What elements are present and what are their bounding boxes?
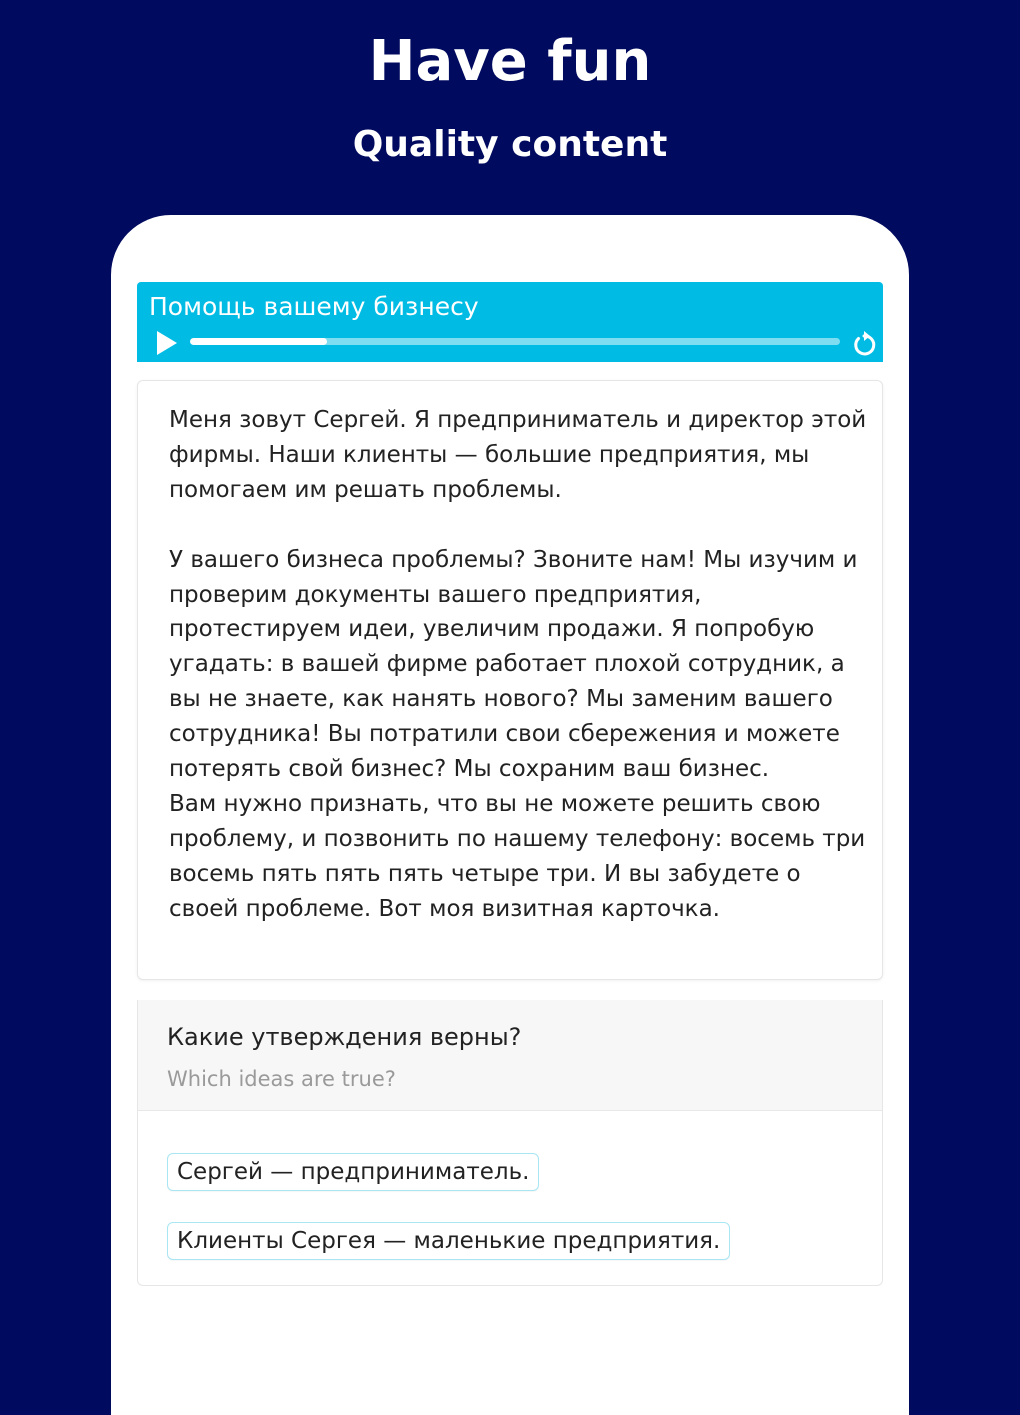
audio-progress-fill — [190, 338, 327, 345]
story-text — [169, 403, 869, 927]
play-icon — [151, 328, 181, 358]
replay-button[interactable] — [849, 328, 879, 358]
promo-title: Have fun — [368, 29, 652, 94]
story-paragraph: Вам нужно признать, что вы не можете решить свою проблему, и позвонить по нашему телефону: восемь три восемь пять пять пять четыре три. И вы забудете о своей проблеме. Вот моя визитная карточка. — [169, 790, 866, 922]
quiz-question-translation: Which ideas are true? — [167, 1067, 396, 1091]
answer-option[interactable]: Клиенты Сергея — маленькие предприятия. — [167, 1222, 730, 1260]
story-text-card — [137, 380, 883, 980]
replay-icon — [849, 328, 879, 358]
audio-progress-bar[interactable] — [190, 338, 840, 345]
quiz-header — [138, 1000, 882, 1111]
story-paragraph: Меня зовут Сергей. Я предприниматель и директор этой фирмы. Наши клиенты — большие предприятия, мы помогаем им решать проблемы. — [169, 407, 867, 503]
quiz-card — [137, 1000, 883, 1286]
story-paragraph: У вашего бизнеса проблемы? Звоните нам! Мы изучим и проверим документы вашего предприятия, протестируем идеи, увеличим продажи. Я попробую угадать: в вашей фирме работает плохой сотрудник, а вы не знаете, как нанять нового? Мы заменим вашего сотрудника! Вы потратили свои сбережения и можете потерять свой бизнес? Мы сохраним ваш бизнес. — [169, 546, 858, 783]
audio-player — [137, 282, 883, 362]
quiz-question: Какие утверждения верны? — [167, 1023, 522, 1051]
lesson-title: Помощь вашему бизнесу — [149, 292, 479, 321]
promo-subtitle: Quality content — [352, 124, 668, 165]
play-button[interactable] — [151, 328, 181, 358]
answer-option[interactable]: Сергей — предприниматель. — [167, 1153, 539, 1191]
